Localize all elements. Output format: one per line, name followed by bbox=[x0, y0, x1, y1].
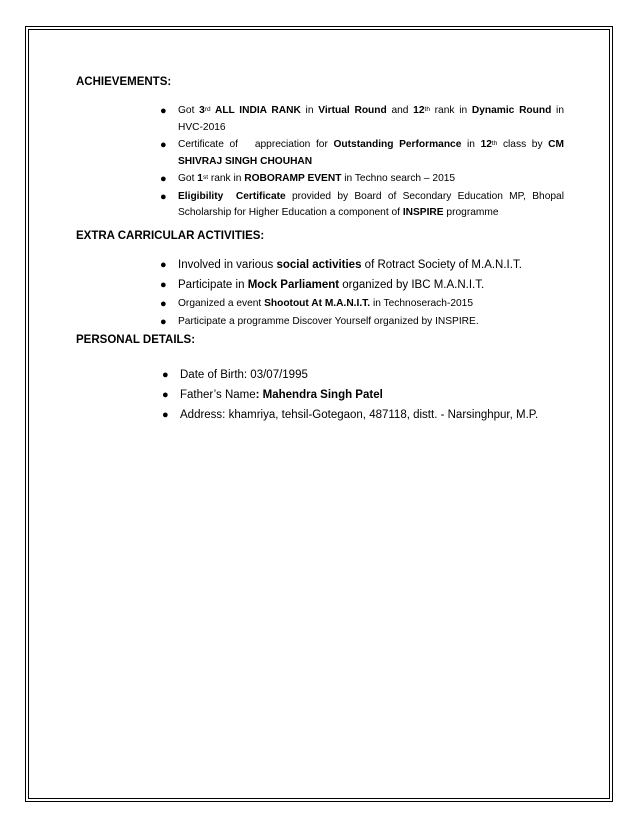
extra-curricular-heading: EXTRA CARRICULAR ACTIVITIES: bbox=[76, 230, 265, 242]
bullet-icon: ● bbox=[160, 105, 167, 117]
father-name-label: Father’s Name bbox=[180, 389, 256, 401]
list-item bbox=[162, 405, 582, 425]
bullet-icon: ● bbox=[160, 190, 167, 203]
list-item bbox=[162, 365, 582, 385]
personal-details-list bbox=[162, 365, 582, 425]
achievements-list bbox=[160, 103, 564, 223]
bullet-icon: ● bbox=[162, 369, 169, 381]
bullet-icon: ● bbox=[162, 389, 169, 401]
list-item: ● Involved in various social activities of Rotract Society of M.A.N.I.T. bbox=[160, 255, 560, 275]
list-item: ● Eligibility Certificate provided by Board of Secondary Education MP, Bhopal Scholarship for Higher Education a component of INSPIRE programme bbox=[160, 190, 564, 218]
bullet-icon: ● bbox=[162, 409, 169, 421]
personal-details-heading: PERSONAL DETAILS: bbox=[76, 334, 196, 346]
list-item: ● Participate in Mock Parliament organized by IBC M.A.N.I.T. bbox=[160, 275, 560, 295]
list-item: ● Got 1st rank in ROBORAMP EVENT in Techno search – 2015 bbox=[160, 171, 564, 188]
bullet-icon: ● bbox=[160, 173, 167, 185]
extra-curricular-list bbox=[160, 255, 560, 331]
bullet-icon: ● bbox=[160, 298, 167, 310]
list-item: ● Participate a programme Discover Yourself organized by INSPIRE. bbox=[160, 313, 560, 331]
father-name-value: : Mahendra Singh Patel bbox=[255, 389, 383, 401]
list-item: ● Certificate of appreciation for Outstanding Performance in 12th class by CM SHIVRAJ SINGH CHOUHAN bbox=[160, 139, 565, 167]
bullet-icon: ● bbox=[160, 139, 167, 151]
bullet-icon: ● bbox=[160, 259, 167, 271]
achievements-heading: ACHIEVEMENTS: bbox=[76, 76, 172, 88]
bullet-icon: ● bbox=[160, 279, 167, 291]
list-item: ● Got 3rd ALL INDIA RANK in Virtual Round and 12th rank in Dynamic Round in HVC-2016 bbox=[160, 105, 564, 133]
list-item bbox=[162, 385, 582, 405]
address: Address: khamriya, tehsil-Gotegaon, 487118, distt. - Narsinghpur, M.P. bbox=[180, 409, 539, 421]
bullet-icon: ● bbox=[160, 316, 167, 328]
date-of-birth: Date of Birth: 03/07/1995 bbox=[180, 369, 308, 381]
list-item: ● Organized a event Shootout At M.A.N.I.T. in Technoserach-2015 bbox=[160, 295, 560, 313]
